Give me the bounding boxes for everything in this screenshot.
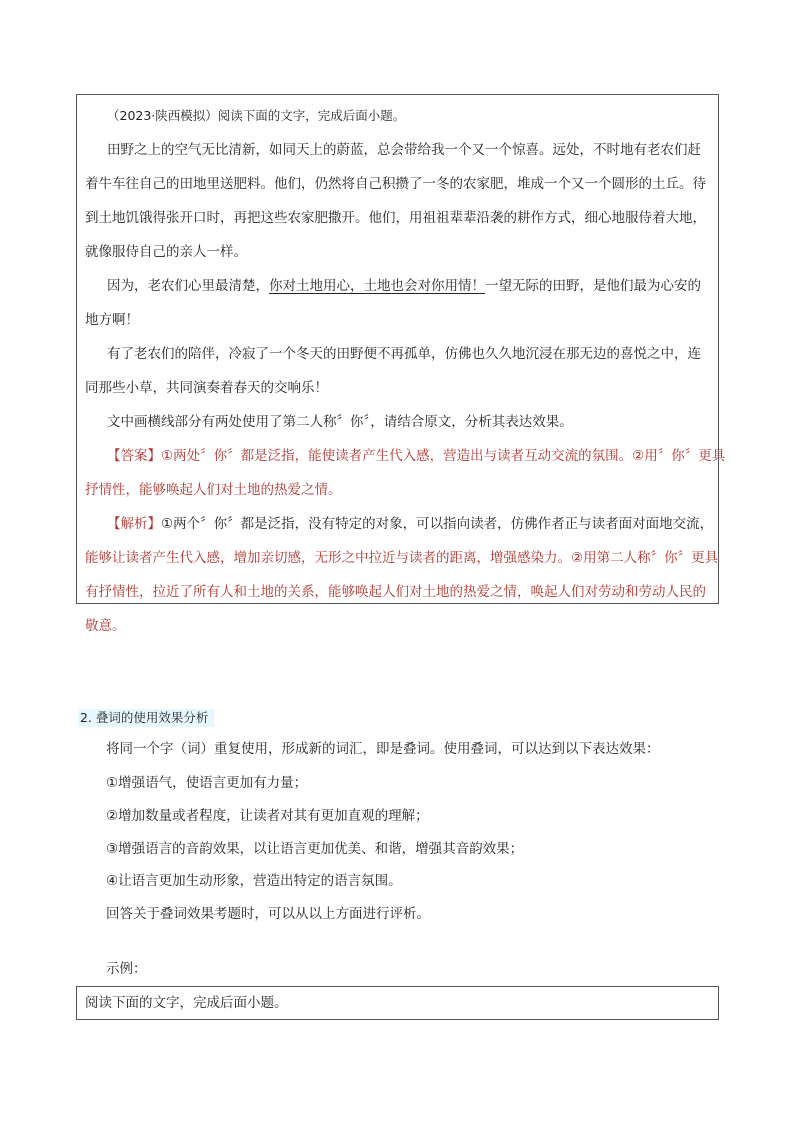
passage-line: 着牛车往自己的田地里送肥料。他们，仍然将自己积攒了一冬的农家肥，堆成一个又一个圆形的土丘。待: [85, 176, 706, 192]
analysis-block: [85, 507, 719, 643]
underlined-sentence: 你对土地用心，土地也会对你用情！: [269, 278, 485, 294]
passage-text: 一望无际的田野，是他们最为心安的: [485, 278, 701, 294]
passage-paragraph-2: [85, 269, 712, 337]
passage-line: 就像服侍自己的亲人一样。: [85, 244, 247, 260]
question-text: 文中画横线部分有两处使用了第二人称〞你〞，请结合原文，分析其表达效果。: [107, 414, 573, 430]
analysis-line: 有抒情性，拉近了所有人和土地的关系，能够唤起人们对土地的热爱之情，唤起人们对劳动和劳动人民的: [85, 584, 706, 600]
passage-line: 同那些小草，共同演奏着春天的交响乐！: [85, 380, 328, 396]
analysis-tag: 【解析】: [107, 516, 161, 532]
answer-line: [85, 439, 726, 473]
example-box: [76, 986, 719, 1020]
effect-item-4: ④让语言更加生动形象，营造出特定的语言氛围。: [106, 873, 402, 889]
analysis-line: 能够让读者产生代入感，增加亲切感，无形之中拉近与读者的距离，增强感染力。②用第二人称〞你〞更具: [85, 550, 719, 566]
effect-item-1: ①增强语气，使语言更加有力量；: [106, 775, 308, 791]
passage-paragraph-1: [85, 133, 712, 269]
section-heading: 2. 叠词的使用效果分析: [78, 709, 214, 727]
analysis-line: [85, 507, 712, 541]
effect-item-3: ③增强语言的音韵效果，以让语言更加优美、和谐，增强其音韵效果；: [106, 841, 524, 857]
analysis-line: 敬意。: [85, 618, 126, 634]
answer-block: [85, 439, 726, 507]
answer-text: ①两处〞你〞都是泛指，能使读者产生代入感，营造出与读者互动交流的氛围。②用〞你〞更具: [161, 448, 726, 464]
answer-line: 抒情性，能够唤起人们对土地的热爱之情。: [85, 482, 342, 498]
section-conclusion: 回答关于叠词效果考题时，可以从以上方面进行评析。: [106, 906, 430, 922]
analysis-text: ①两个〞你〞都是泛指，没有特定的对象，可以指向读者，仿佛作者正与读者面对面地交流，: [161, 516, 714, 532]
example-label: 示例：: [106, 961, 147, 977]
example-text: 阅读下面的文字，完成后面小题。: [85, 995, 288, 1011]
passage-line: [85, 269, 712, 303]
section-intro: 将同一个字（词）重复使用，形成新的词汇，即是叠词。使用叠词，可以达到以下表达效果：: [106, 741, 660, 757]
exercise-box: [76, 94, 726, 634]
effect-item-2: ②增加数量或者程度，让读者对其有更加直观的理解；: [106, 808, 429, 824]
source-line: （2023·陕西模拟）阅读下面的文字，完成后面小题。: [107, 108, 406, 123]
passage-paragraph-3: [85, 337, 712, 405]
passage-line: 田野之上的空气无比清新，如同天上的蔚蓝，总会带给我一个又一个惊喜。远处，不时地有老农们赶: [107, 142, 701, 158]
passage-text: 因为，老农们心里最清楚，: [107, 278, 269, 294]
passage-line: 地方啊！: [85, 312, 139, 328]
passage-line: 有了老农们的陪伴，冷寂了一个冬天的田野便不再孤单，仿佛也久久地沉浸在那无边的喜悦之中，连: [107, 346, 701, 362]
answer-tag: 【答案】: [107, 448, 161, 464]
passage-line: 到土地饥饿得张开口时，再把这些农家肥撒开。他们，用祖祖辈辈沿袭的耕作方式，细心地服侍着大地，: [85, 210, 706, 226]
